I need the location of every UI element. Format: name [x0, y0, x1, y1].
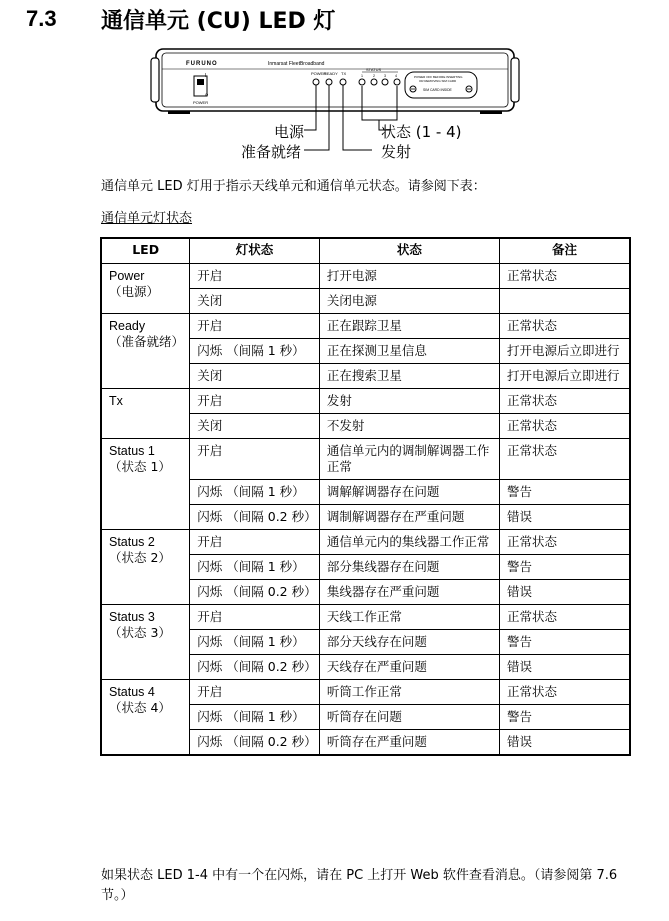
callout-tx: 发射 — [381, 143, 412, 161]
status-cell: 正在跟踪卫星 — [319, 314, 499, 339]
note-cell: 警告 — [500, 555, 631, 580]
led-name: Status 1 — [109, 444, 155, 458]
status-number-3: 3 — [384, 74, 386, 78]
led-name-cell — [101, 439, 190, 530]
light-state-cell: 关闭 — [190, 289, 320, 314]
table-row — [101, 605, 630, 630]
note-cell: 警告 — [500, 630, 631, 655]
status-cell: 部分天线存在问题 — [319, 630, 499, 655]
light-state-cell: 闪烁 （间隔 1 秒） — [190, 480, 320, 505]
note-cell: 错误 — [500, 505, 631, 530]
note-cell: 正常状态 — [500, 605, 631, 630]
status-cell: 集线器存在严重问题 — [319, 580, 499, 605]
led-name-cell — [101, 530, 190, 605]
note-cell: 正常状态 — [500, 439, 631, 480]
led-name: Status 3 — [109, 610, 155, 624]
led-name-cell — [101, 264, 190, 314]
note-cell: 正常状态 — [500, 389, 631, 414]
led-name-cn: （准备就绪） — [109, 334, 185, 349]
brand-logo: FURUNO — [186, 61, 218, 67]
led-name-cn: （电源） — [109, 284, 160, 299]
led-name-cn: （状态 3） — [109, 625, 171, 640]
footnote: 如果状态 LED 1-4 中有一个在闪烁，请在 PC 上打开 Web 软件查看消息。（请参阅第 7.6 节。） — [101, 868, 618, 903]
intro-paragraph: 通信单元 LED 灯用于指示天线单元和通信单元状态。请参阅下表： — [101, 179, 486, 194]
led-name: Power — [109, 269, 145, 283]
table-row — [101, 389, 630, 414]
sim-warning-line-2: OR REMOVING SIM CARD — [419, 79, 457, 83]
note-cell: 正常状态 — [500, 314, 631, 339]
light-state-cell: 闪烁 （间隔 1 秒） — [190, 630, 320, 655]
led-name-cell — [101, 314, 190, 389]
svg-text:I: I — [205, 73, 207, 79]
status-cell: 正在探测卫星信息 — [319, 339, 499, 364]
light-state-cell: 开启 — [190, 530, 320, 555]
sim-card-label: SIM CARD INSIDE — [423, 88, 452, 92]
header-status: 状态 — [319, 238, 499, 264]
note-cell: 正常状态 — [500, 414, 631, 439]
led-name: Status 4 — [109, 685, 155, 699]
status-cell: 关闭电源 — [319, 289, 499, 314]
led-name: Status 2 — [109, 535, 155, 549]
communication-unit-illustration — [120, 44, 540, 174]
led-name-cell — [101, 680, 190, 756]
note-cell: 打开电源后立即进行 — [500, 364, 631, 389]
status-number-1: 1 — [361, 74, 363, 78]
note-cell: 错误 — [500, 655, 631, 680]
status-cell: 发射 — [319, 389, 499, 414]
light-state-cell: 关闭 — [190, 414, 320, 439]
status-led-4 — [394, 79, 400, 85]
light-state-cell: 开启 — [190, 605, 320, 630]
led-label-ready: READY — [324, 71, 338, 76]
status-led-3 — [382, 79, 388, 85]
status-led-1 — [359, 79, 365, 85]
led-status-table — [100, 237, 631, 756]
status-led-2 — [371, 79, 377, 85]
note-cell: 正常状态 — [500, 264, 631, 289]
power-switch-label: POWER — [193, 100, 209, 105]
led-name-cell — [101, 389, 190, 439]
status-number-4: 4 — [395, 74, 397, 78]
led-name-cn: （状态 2） — [109, 550, 171, 565]
status-cell: 听筒存在问题 — [319, 705, 499, 730]
note-cell: 正常状态 — [500, 530, 631, 555]
table-caption: 通信单元灯状态 — [101, 211, 193, 226]
status-cell: 听筒工作正常 — [319, 680, 499, 705]
light-state-cell: 开启 — [190, 264, 320, 289]
note-cell: 打开电源后立即进行 — [500, 339, 631, 364]
led-name-cn: （状态 1） — [109, 459, 171, 474]
status-cell: 不发射 — [319, 414, 499, 439]
header-light-state: 灯状态 — [190, 238, 320, 264]
light-state-cell: 开启 — [190, 439, 320, 480]
led-name-cn: （状态 4） — [109, 700, 171, 715]
status-cell: 听筒存在严重问题 — [319, 730, 499, 756]
power-led — [313, 79, 319, 85]
status-cell: 通信单元内的调制解调器工作正常 — [319, 439, 499, 480]
light-state-cell: 闪烁 （间隔 1 秒） — [190, 339, 320, 364]
section-title: 通信单元 (CU) LED 灯 — [101, 9, 336, 34]
led-label-tx: TX — [341, 71, 347, 76]
light-state-cell: 闪烁 （间隔 0.2 秒） — [190, 655, 320, 680]
light-state-cell: 闪烁 （间隔 1 秒） — [190, 705, 320, 730]
table-row — [101, 264, 630, 289]
table-header-row — [101, 238, 630, 264]
led-name: Tx — [109, 394, 123, 408]
status-cell: 通信单元内的集线器工作正常 — [319, 530, 499, 555]
note-cell: 警告 — [500, 705, 631, 730]
light-state-cell: 开启 — [190, 314, 320, 339]
tx-led — [340, 79, 346, 85]
light-state-cell: 闪烁 （间隔 0.2 秒） — [190, 580, 320, 605]
callout-power: 电源 — [274, 123, 305, 141]
light-state-cell: 闪烁 （间隔 0.2 秒） — [190, 730, 320, 756]
status-label: STATUS — [366, 67, 382, 72]
status-cell: 打开电源 — [319, 264, 499, 289]
status-cell: 部分集线器存在问题 — [319, 555, 499, 580]
status-cell: 调制解调器存在严重问题 — [319, 505, 499, 530]
status-number-2: 2 — [373, 74, 375, 78]
status-cell: 正在搜索卫星 — [319, 364, 499, 389]
note-cell: 错误 — [500, 730, 631, 756]
header-note: 备注 — [500, 238, 631, 264]
section-number: 7.3 — [26, 6, 57, 31]
header-led: LED — [101, 238, 190, 264]
light-state-cell: 开启 — [190, 680, 320, 705]
status-cell: 调解解调器存在问题 — [319, 480, 499, 505]
callout-status: 状态 (1 - 4) — [381, 123, 462, 141]
table-row — [101, 680, 630, 705]
note-cell: 正常状态 — [500, 680, 631, 705]
svg-text:O: O — [205, 92, 209, 97]
led-label-power: POWER — [311, 71, 327, 76]
light-state-cell: 关闭 — [190, 364, 320, 389]
led-name-cell — [101, 605, 190, 680]
note-cell: 警告 — [500, 480, 631, 505]
light-state-cell: 闪烁 （间隔 1 秒） — [190, 555, 320, 580]
light-state-cell: 闪烁 （间隔 0.2 秒） — [190, 505, 320, 530]
sim-warning-line-1: POWER OFF BEFORE INSERTING — [414, 75, 463, 79]
led-name: Ready — [109, 319, 146, 333]
status-cell: 天线存在严重问题 — [319, 655, 499, 680]
note-cell — [500, 289, 631, 314]
table-row — [101, 314, 630, 339]
callout-ready: 准备就绪 — [241, 143, 302, 161]
light-state-cell: 开启 — [190, 389, 320, 414]
table-row — [101, 530, 630, 555]
model-label: Inmarsat FleetBroadband — [268, 61, 325, 67]
ready-led — [326, 79, 332, 85]
status-cell: 天线工作正常 — [319, 605, 499, 630]
table-row — [101, 439, 630, 480]
note-cell: 错误 — [500, 580, 631, 605]
